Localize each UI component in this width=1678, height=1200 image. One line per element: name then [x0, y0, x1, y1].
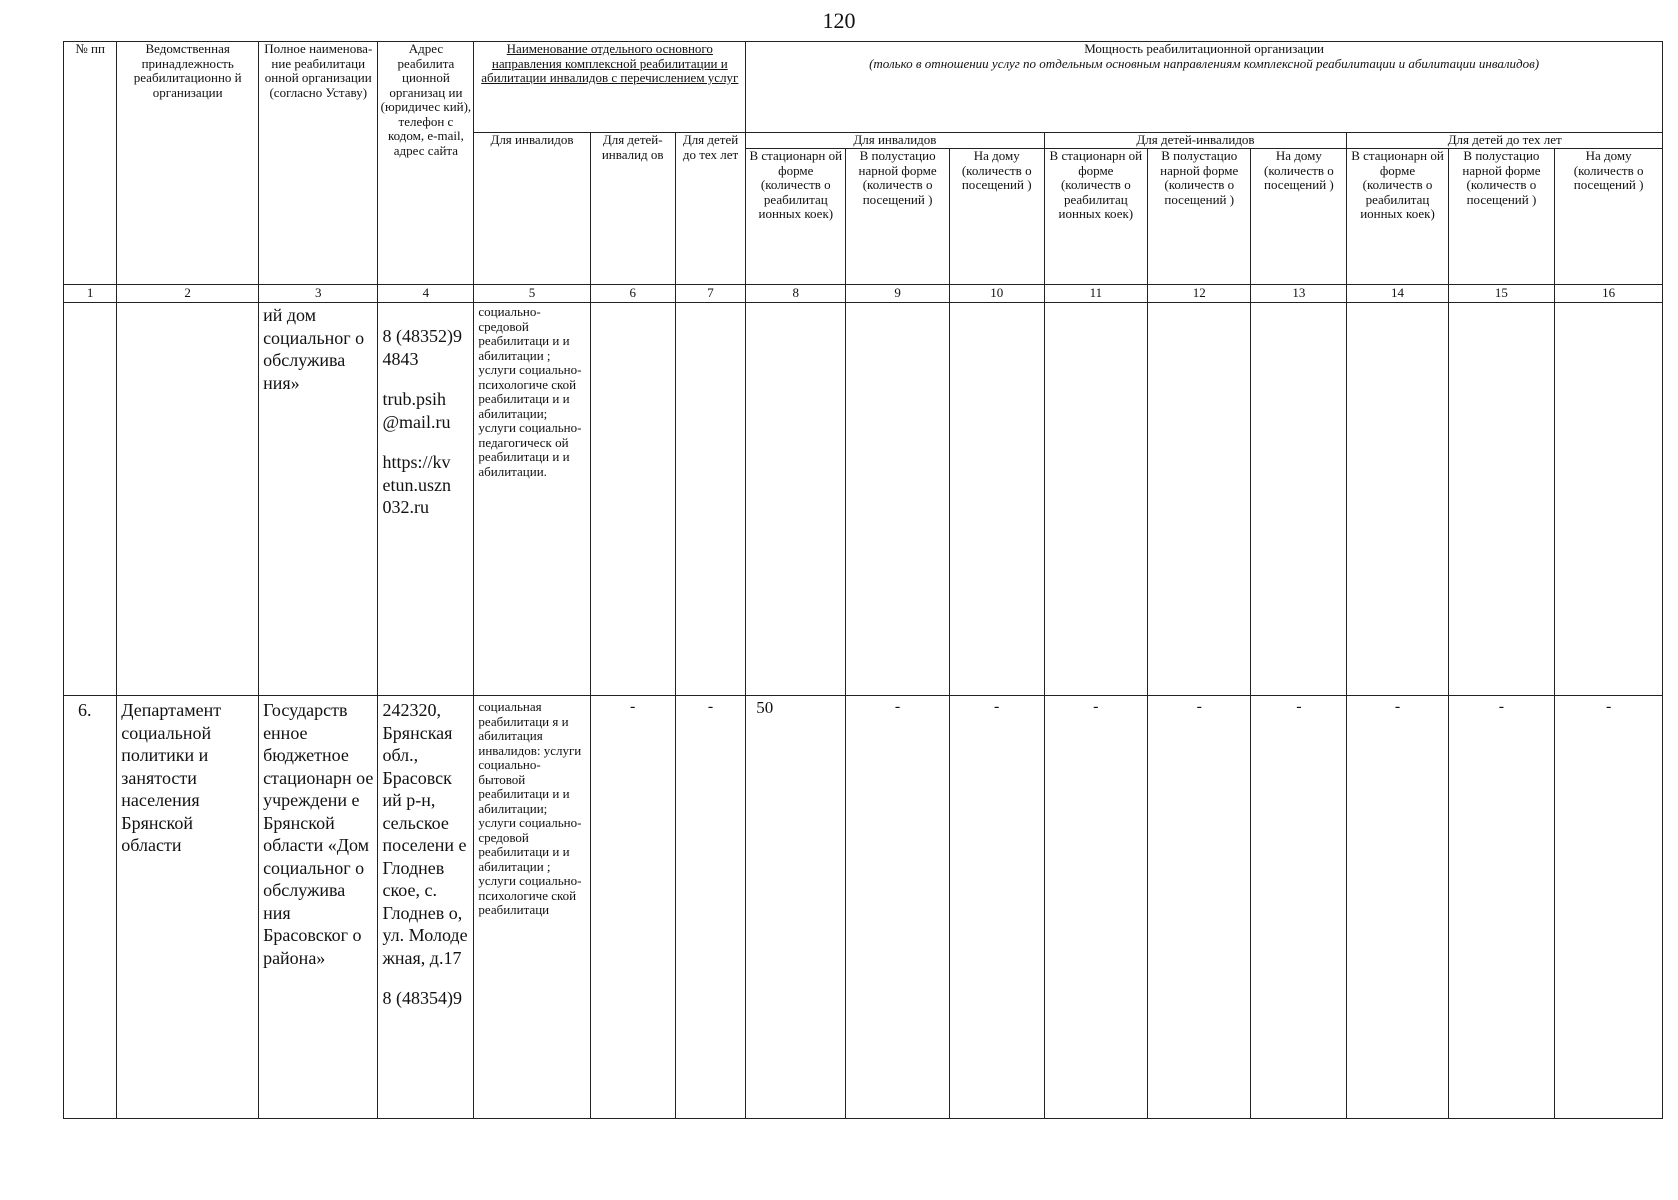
cell-value: [949, 303, 1044, 696]
cell-value: [1148, 303, 1251, 696]
column-number: 4: [378, 285, 474, 303]
column-number: 12: [1148, 285, 1251, 303]
column-number: 11: [1044, 285, 1147, 303]
cell-value: -: [1555, 696, 1663, 1119]
cell-value: -: [949, 696, 1044, 1119]
column-number: 1: [64, 285, 117, 303]
address-phone: 8 (48352)9 4843: [382, 326, 462, 369]
cell-value: [1347, 303, 1448, 696]
cell-value: -: [1044, 696, 1147, 1119]
cell-value: -: [1448, 696, 1555, 1119]
capacity-title: Мощность реабилитационной организации: [1084, 41, 1324, 56]
cell-full-name: Государств енное бюджетное стационарн ое учреждени е Брянской области «Дом социальног о обслужива ния Брасовског о района»: [259, 696, 378, 1119]
cell-department: Департамент социальной политики и занятости населения Брянской области: [117, 696, 259, 1119]
cell-value: -: [590, 696, 675, 1119]
cell-services: социальная реабилитаци я и абилитация инвалидов: услуги социально-бытовой реабилитаци и и абилитации; услуги социально-средовой реабилитаци и и абилитации ; услуги социально-психологиче ской реабилитаци: [474, 696, 590, 1119]
cell-value: [1555, 303, 1663, 696]
cell-value: 50: [746, 696, 846, 1119]
cell-value: [590, 303, 675, 696]
cell-value: [846, 303, 949, 696]
cell-value: -: [846, 696, 949, 1119]
rehabilitation-table: [63, 41, 1663, 1119]
cell-value: -: [1347, 696, 1448, 1119]
column-number: 8: [746, 285, 846, 303]
table-row: [64, 696, 1663, 1119]
header-address: Адрес реабилита ционной организац ии (юридичес кий), телефон с кодом, e-mail, адрес сайта: [378, 42, 474, 285]
header-cap-stationary: В стационарн ой форме (количеств о реабилитац ионных коек): [1044, 149, 1147, 285]
page-number: 120: [822, 8, 856, 33]
capacity-subtitle: (только в отношении услуг по отдельным основным направлениям комплексной реабилитации и абилитации инвалидов): [869, 55, 1540, 71]
cell-value: [675, 303, 745, 696]
cell-value: [1251, 303, 1347, 696]
column-number: 2: [117, 285, 259, 303]
column-number: 10: [949, 285, 1044, 303]
header-full-name: Полное наименова-ние реабилитаци онной организации (согласно Уставу): [259, 42, 378, 285]
header-sub-disabled: Для инвалидов: [746, 133, 1044, 149]
cell-value: [1044, 303, 1147, 696]
address-phone: 8 (48354)9: [382, 988, 462, 1008]
column-number: 13: [1251, 285, 1347, 303]
header-sub-children-young: Для детей до тех лет: [1347, 133, 1663, 149]
header-dir-children-young: Для детей до тех лет: [675, 133, 745, 285]
header-department: Ведомственная принадлежность реабилитационно й организации: [117, 42, 259, 285]
header-number: № пп: [64, 42, 117, 285]
column-number: 5: [474, 285, 590, 303]
header-dir-children-disabled: Для детей-инвалид ов: [590, 133, 675, 285]
address-email: trub.psih @mail.ru: [382, 389, 451, 432]
cell-address: [378, 696, 474, 1119]
cell-number: 6.: [64, 696, 117, 1119]
header-cap-semi: В полустацио нарной форме (количеств о посещений ): [1148, 149, 1251, 285]
header-cap-home: На дому (количеств о посещений ): [1251, 149, 1347, 285]
header-cap-semi: В полустацио нарной форме (количеств о посещений ): [1448, 149, 1555, 285]
header-cap-stationary: В стационарн ой форме (количеств о реабилитац ионных коек): [746, 149, 846, 285]
header-dir-disabled: Для инвалидов: [474, 133, 590, 285]
cell-value: [1448, 303, 1555, 696]
cell-services: социально-средовой реабилитаци и и абилитации ; услуги социально-психологиче ской реабилитаци и и абилитации; услуги социально-педагогическ ой реабилитаци и и абилитации.: [474, 303, 590, 696]
column-number: 9: [846, 285, 949, 303]
table-row: [64, 303, 1663, 696]
address-website: https://kv etun.uszn 032.ru: [382, 452, 451, 517]
header-cap-semi: В полустацио нарной форме (количеств о посещений ): [846, 149, 949, 285]
column-number-row: [64, 285, 1663, 303]
address-postal: 242320, Брянская обл., Брасовск ий р-н, сельское поселени е Глоднев ское, с. Глоднев о, ул. Молоде жная, д.17: [382, 700, 468, 968]
direction-group-label: Наименование отдельного основного направления комплексной реабилитации и абилитации инвалидов с перечислением услуг: [481, 41, 739, 85]
cell-value: -: [1251, 696, 1347, 1119]
cell-full-name: ий дом социальног о обслужива ния»: [259, 303, 378, 696]
cell-value: -: [675, 696, 745, 1119]
header-cap-home: На дому (количеств о посещений ): [1555, 149, 1663, 285]
cell-address: [378, 303, 474, 696]
column-number: 6: [590, 285, 675, 303]
header-cap-stationary: В стационарн ой форме (количеств о реабилитац ионных коек): [1347, 149, 1448, 285]
header-direction-group: [474, 42, 746, 133]
header-capacity-group: [746, 42, 1663, 133]
cell-number: [64, 303, 117, 696]
column-number: 7: [675, 285, 745, 303]
header-cap-home: На дому (количеств о посещений ): [949, 149, 1044, 285]
cell-value: [746, 303, 846, 696]
column-number: 14: [1347, 285, 1448, 303]
column-number: 16: [1555, 285, 1663, 303]
cell-department: [117, 303, 259, 696]
column-number: 15: [1448, 285, 1555, 303]
column-number: 3: [259, 285, 378, 303]
header-sub-children-disabled: Для детей-инвалидов: [1044, 133, 1347, 149]
cell-value: -: [1148, 696, 1251, 1119]
